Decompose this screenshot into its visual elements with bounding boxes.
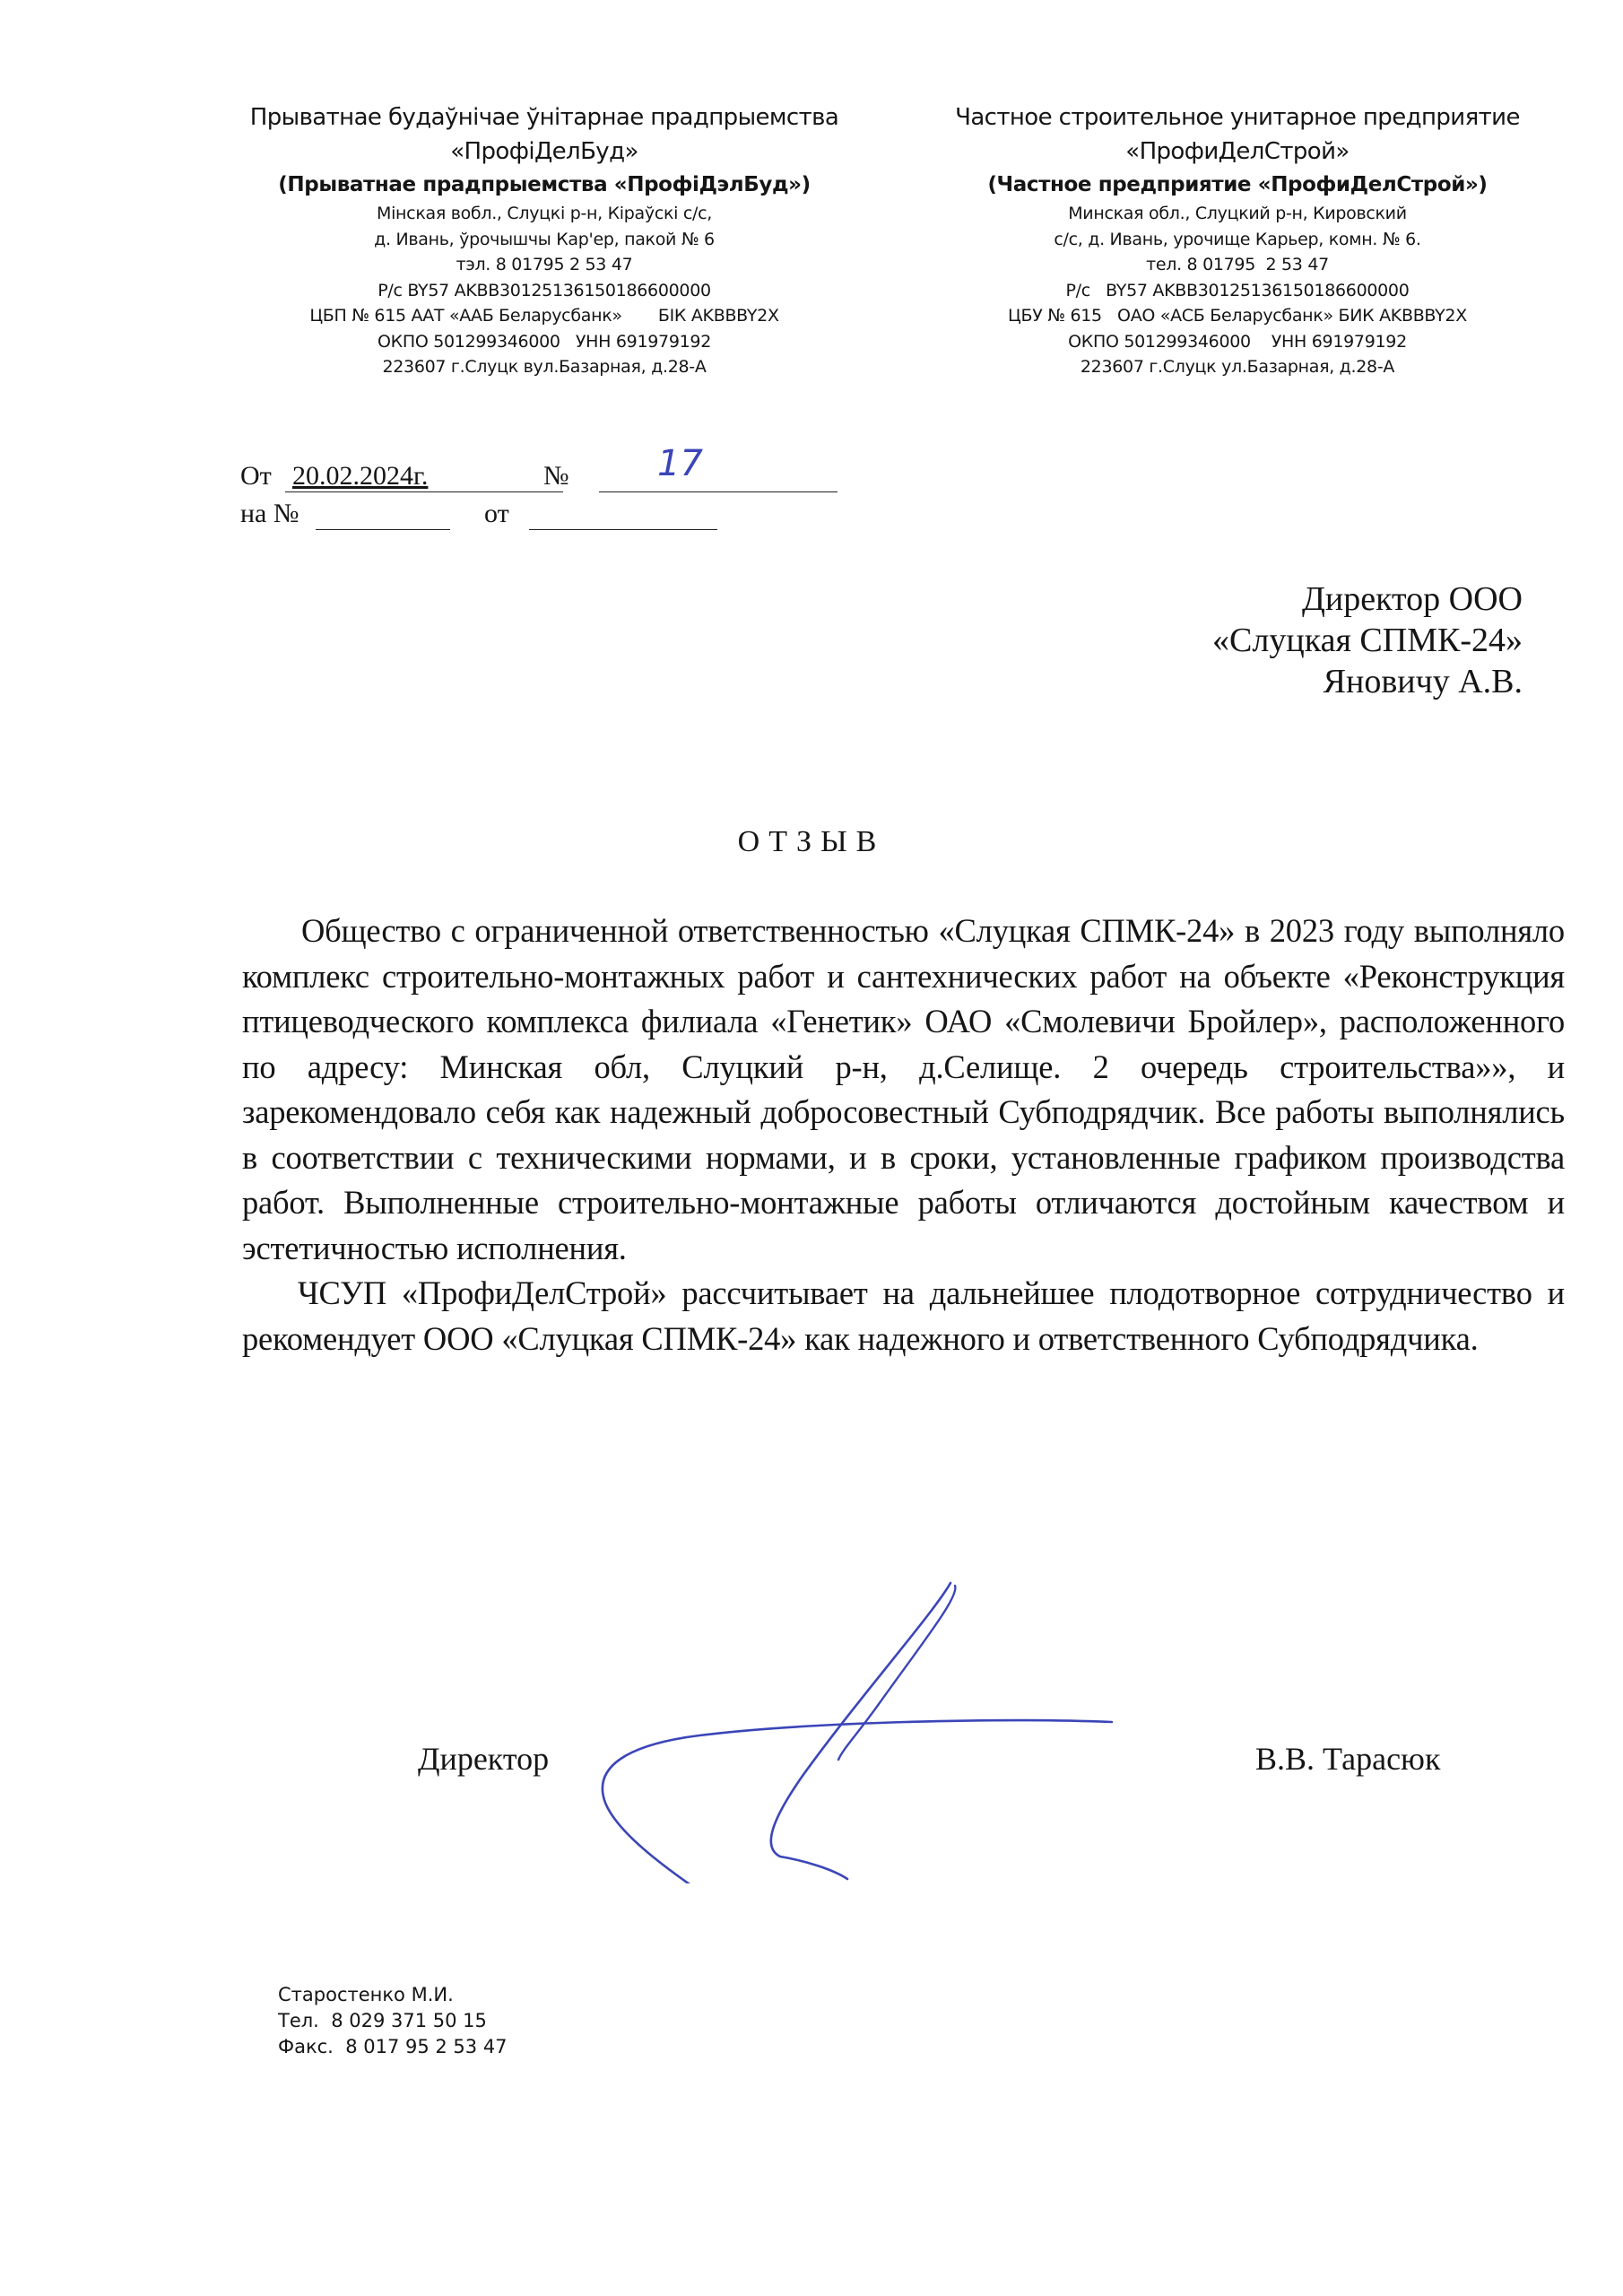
company-detail: 223607 г.Слуцк вул.Базарная, д.28-А	[382, 357, 707, 377]
company-detail: тэл. 8 01795 2 53 47	[456, 255, 633, 274]
from-label: От	[240, 461, 272, 491]
company-detail: 223607 г.Слуцк ул.Базарная, д.28-А	[1080, 357, 1395, 377]
number-label: №	[543, 461, 569, 491]
signature-stroke	[603, 1720, 1112, 1883]
company-detail: ОКПО 501299346000 УНН 691979192	[378, 331, 711, 352]
company-detail: Минская обл., Слуцкий р-н, Кировский	[1068, 204, 1407, 223]
letterhead-belarusian	[235, 100, 854, 380]
signatory-name: В.В. Тарасюк	[1255, 1741, 1441, 1777]
company-name-line: Прыватнае будаўнічае ўнітарнае прадпрыемства	[249, 104, 839, 131]
addressee-line: Яновичу А.В.	[1323, 663, 1523, 700]
letterhead-russian	[924, 100, 1551, 380]
body-paragraph: ЧСУП «ПрофиДелСтрой» рассчитывает на дальнейшее плодотворное сотрудничество и рекомендует ООО «Слуцкая СПМК-24» как надежного и ответственного Субподрядчика.	[242, 1274, 1565, 1357]
company-name-line: Частное строительное унитарное предприятие	[955, 104, 1520, 131]
signature-stroke	[771, 1583, 950, 1879]
addressee-block	[1212, 578, 1523, 702]
reply-number-label: на №	[240, 499, 299, 528]
contact-phone: Тел. 8 029 371 50 15	[278, 2010, 487, 2031]
company-short-name: (Прыватнае прадпрыемства «ПрофіДэлБуд»)	[278, 173, 811, 196]
company-detail: ЦБП № 615 ААТ «ААБ Беларусбанк» БІК AKBBBY2X	[309, 306, 779, 326]
number-underline	[599, 491, 838, 492]
company-detail: д. Ивань, ўрочышчы Кар'ер, пакой № 6	[374, 229, 715, 249]
contact-person: Старостенко М.И.	[278, 1984, 454, 2005]
body-paragraph: Общество с ограниченной ответственностью «Слуцкая СПМК-24» в 2023 году выполняло комплекс строительно-монтажных работ и сантехнических работ на объекте «Реконструкция птицеводческого комплекса филиала «Генетик» ОАО «Смолевичи Бройлер», расположенного по адресу: Минская обл, Слуцкий р-н, д.Селище. 2 очередь строительства»», и зарекомендовало себя как надежный добросовестный Субподрядчик. Все работы выполнялись в соответствии с техническими нормами, и в сроки, установленные графиком производства работ. Выполненные строительно-монтажные работы отличаются достойным качеством и эстетичностью исполнения.	[242, 912, 1565, 1266]
company-name-line: «ПрофіДелБуд»	[450, 138, 638, 165]
company-detail: Р/с BY57 AKBB30125136150186600000	[378, 280, 711, 300]
reply-from-label: от	[484, 499, 509, 528]
company-detail: с/с, д. Ивань, урочище Карьер, комн. № 6.	[1054, 229, 1421, 249]
signatory-role: Директор	[418, 1741, 550, 1777]
date-underline	[285, 491, 563, 492]
document-body	[242, 909, 1565, 1361]
reply-date-underline	[529, 529, 717, 530]
contact-block	[278, 1982, 508, 2060]
contact-fax: Факс. 8 017 95 2 53 47	[278, 2036, 508, 2057]
addressee-line: «Слуцкая СПМК-24»	[1212, 622, 1523, 659]
addressee-line: Директор ООО	[1301, 580, 1523, 618]
handwritten-signature	[538, 1561, 1166, 1883]
company-detail: Р/с BY57 AKBB30125136150186600000	[1065, 280, 1410, 300]
company-short-name: (Частное предприятие «ПрофиДелСтрой»)	[987, 173, 1488, 196]
document-date: 20.02.2024г.	[292, 461, 429, 491]
company-detail: ЦБУ № 615 ОАО «АСБ Беларусбанк» БИК AKBBBY2X	[1008, 306, 1467, 326]
company-detail: тел. 8 01795 2 53 47	[1146, 255, 1329, 274]
document-title: ОТЗЫВ	[737, 825, 886, 858]
reply-number-underline	[316, 529, 450, 530]
company-detail: ОКПО 501299346000 УНН 691979192	[1068, 331, 1407, 352]
document-number: 17	[657, 443, 703, 484]
signature-stroke	[838, 1586, 955, 1760]
company-detail: Мінская вобл., Слуцкі р-н, Кіраўскі с/с,	[376, 204, 713, 223]
company-name-line: «ПрофиДелСтрой»	[1125, 138, 1350, 165]
